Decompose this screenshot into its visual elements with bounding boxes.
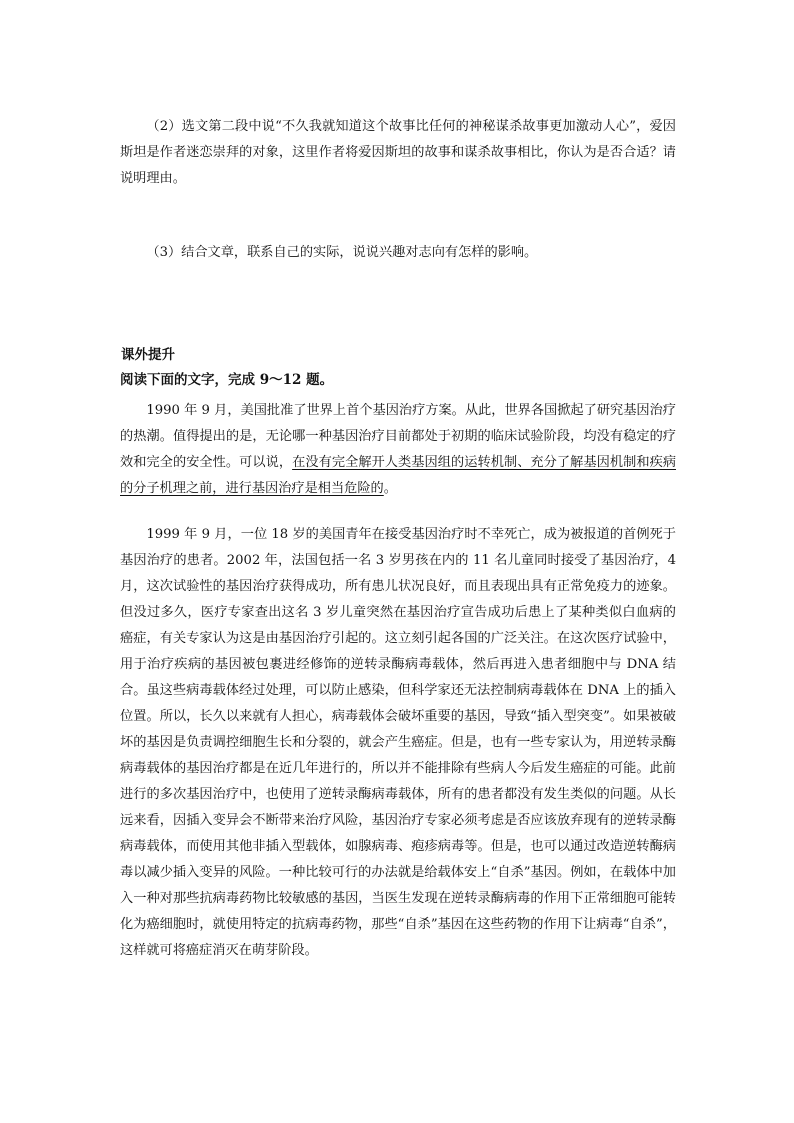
question-2: （2）选文第二段中说“不久我就知道这个故事比任何的神秘谋杀故事更加激动人心”，爱因斯坦是作者迷恋崇拜的对象，这里作者将爱因斯坦的故事和谋杀故事相比，你认为是否合适？请说明理由。 bbox=[120, 119, 676, 186]
paragraph-1-text: 1990 年 9 月，美国批准了世界上首个基因治疗方案。从此，世界各国掀起了研究基因治疗的热潮。值得提出的是，无论哪一种基因治疗目前都处于初期的临床试验阶段，均没有稳定的疗效和完全的安全性。可以说， bbox=[120, 403, 676, 470]
article-paragraph-2: 1999 年 9 月，一位 18 岁的美国青年在接受基因治疗时不幸死亡，成为被报道的首例死于基因治疗的患者。2002 年，法国包括一名 3 岁男孩在内的 11 名儿童同时接受了基因治疗，4 月，这次试验性的基因治疗获得成功，所有患儿状况良好，而且表现出具有正常免疫力的迹象。但没过多久，医疗专家查出这名 3 岁儿童突然在基因治疗宣告成功后患上了某种类似白血病的癌症，有关专家认为这是由基因治疗引起的。这立刻引起各国的广泛关注。在这次医疗试验中，用于治疗疾病的基因被包裹进经修饰的逆转录酶病毒载体，然后再进入患者细胞中与 DNA 结合。虽这些病毒载体经过处理，可以防止感染，但科学家还无法控制病毒载体在 DNA 上的插入位置。所以，长久以来就有人担心，病毒载体会破坏重要的基因，导致“插入型突变”。如果被破坏的基因是负责调控细胞生长和分裂的，就会产生癌症。但是，也有一些专家认为，用逆转录酶病毒载体的基因治疗都是在近几年进行的，所以并不能排除有些病人今后发生癌症的可能。此前进行的多次基因治疗中，也使用了逆转录酶病毒载体，所有的患者都没有发生类似的问题。从长远来看，因插入变异会不断带来治疗风险，基因治疗专家必须考虑是否应该放弃现有的逆转录酶病毒载体，而使用其他非插入型载体，如腺病毒、疱疹病毒等。但是，也可以通过改造逆转酶病毒以减少插入变异的风险。一种比较可行的办法就是给载体安上“自杀”基因。例如，在载体中加入一种对那些抗病毒药物比较敏感的基因，当医生发现在逆转录酶病毒的作用下正常细胞可能转化为癌细胞时，就使用特定的抗病毒药物，那些“自杀”基因在这些药物的作用下让病毒“自杀”，这样就可将癌症消灭在萌芽阶段。 bbox=[120, 527, 676, 958]
section-title: 课外提升 bbox=[121, 347, 175, 363]
section-instruction: 阅读下面的文字，完成 9～12 题。 bbox=[120, 372, 334, 388]
article-paragraph-1 bbox=[120, 398, 676, 502]
question-3: （3）结合文章，联系自己的实际，说说兴趣对志向有怎样的影响。 bbox=[146, 245, 538, 260]
paragraph-1-end: 。 bbox=[383, 481, 397, 496]
underlined-sentence: 在没有完全解开人类基因组的运转机制、充分了解基因机制和疾病的分子机理之前，进行基因治疗是相当危险的 bbox=[120, 455, 677, 496]
